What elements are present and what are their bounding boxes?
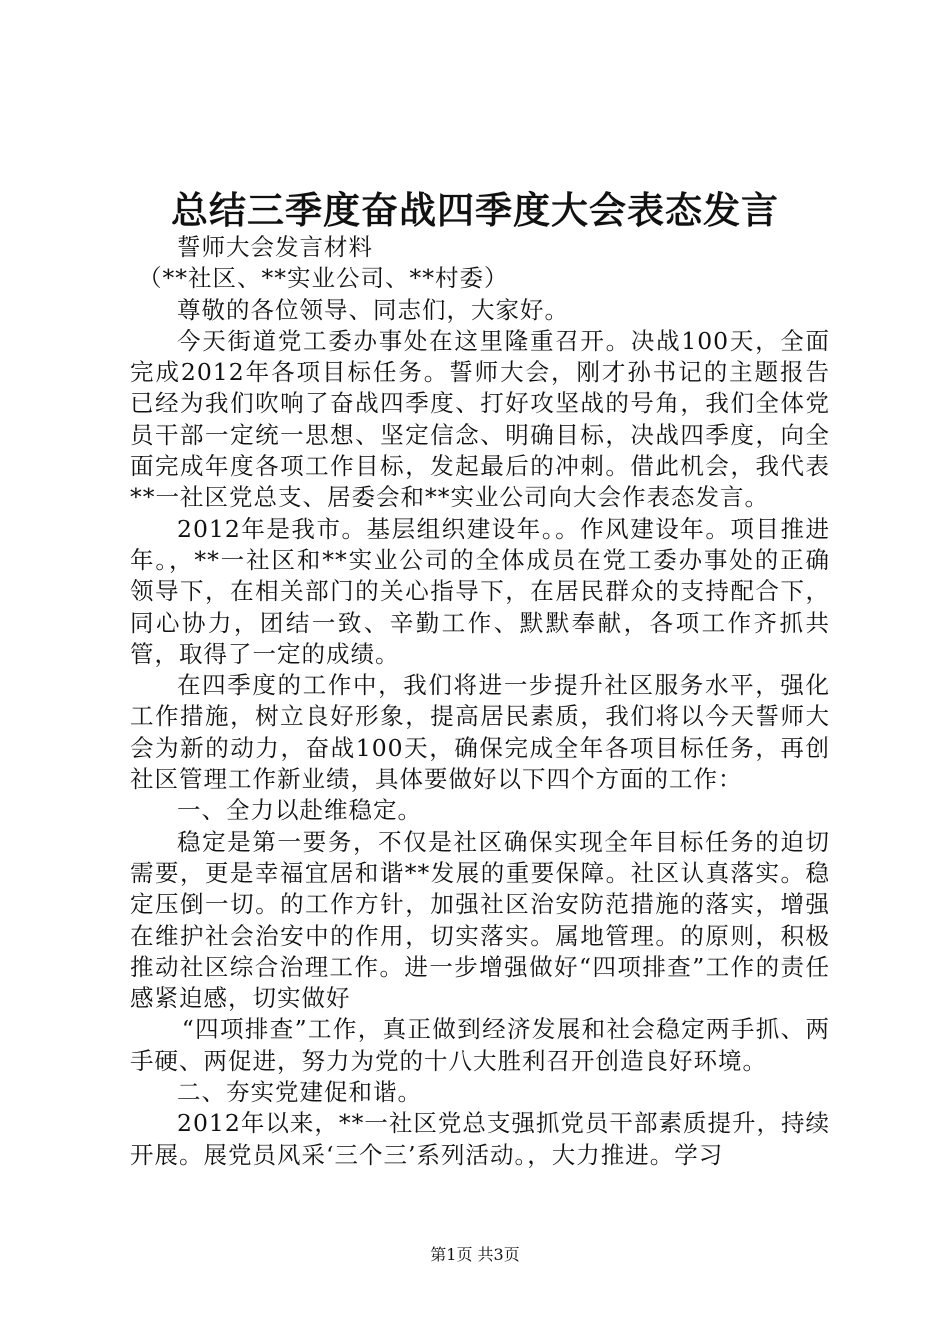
paragraph-opening: 今天街道党工委办事处在这里隆重召开。决战100天，全面完成2012年各项目标任务。誓师大会，刚才孙书记的主题报告已经为我们吹响了奋战四季度、打好攻坚战的号角，我们全体党员干部一定统一思想、坚定信念、明确目标，决战四季度，向全面完成年度各项工作目标，发起最后的冲刺。借此机会，我代表**一社区党总支、居委会和**实业公司向大会作表态发言。 (130, 326, 830, 512)
paragraph-heading-material: 誓师大会发言材料 (177, 233, 373, 261)
paragraph-achievements: 2012年是我市。基层组织建设年。。作风建设年。项目推进年。，**一社区和**实业公司的全体成员在党工委办事处的正确领导下，在相关部门的关心指导下，在居民群众的支持配合下，同心协力，团结一致、辛勤工作、默默奉献，各项工作齐抓共管，取得了一定的成绩。 (130, 514, 830, 668)
paragraph-party-building: 2012年以来，**一社区党总支强抓党员干部素质提升，持续开展。展党员风采‘三个三’系列活动。，大力推进。学习 (130, 1109, 830, 1169)
page-number-footer: 第1页 共3页 (430, 1245, 520, 1264)
section-heading-party-building: 二、夯实党建促和谐。 (177, 1078, 422, 1107)
paragraph-organizations: （**社区、**实业公司、**村委） (138, 264, 509, 293)
paragraph-four-checks: “四项排查”工作，真正做到经济发展和社会稳定两手抓、两手硬、两促进，努力为党的十八大胜利召开创造良好环境。 (130, 1015, 830, 1075)
paragraph-q4-plan: 在四季度的工作中，我们将进一步提升社区服务水平，强化工作措施，树立良好形象，提高居民素质，我们将以今天誓师大会为新的动力，奋战100天，确保完成全年各项目标任务，再创社区管理工作新业绩，具体要做好以下四个方面的工作： (130, 671, 830, 794)
document-title: 总结三季度奋战四季度大会表态发言 (171, 188, 779, 232)
paragraph-greeting: 尊敬的各位领导、同志们，大家好。 (177, 295, 569, 324)
paragraph-stability: 稳定是第一要务，不仅是社区确保实现全年目标任务的迫切需要，更是幸福宜居和谐**发展的重要保障。社区认真落实。稳定压倒一切。的工作方针，加强社区治安防范措施的落实，增强在维护社会治安中的作用，切实落实。属地管理。的原则，积极推动社区综合治理工作。进一步增强做好“四项排查”工作的责任感紧迫感，切实做好 (130, 827, 830, 1013)
section-heading-stability: 一、全力以赴维稳定。 (177, 796, 422, 825)
document-body (130, 232, 830, 1171)
